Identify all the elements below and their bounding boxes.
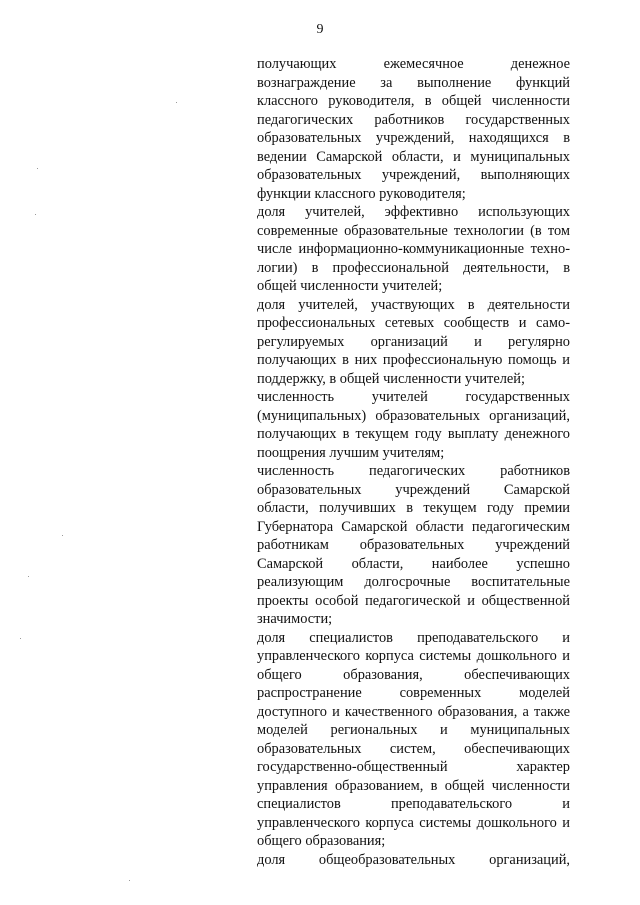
text-line: логии) в профессиональной деятельности, в: [257, 259, 570, 276]
text-line: доля учителей, эффективно использующих: [257, 204, 570, 220]
text-line: профессиональных сетевых сообществ и само-: [257, 315, 570, 331]
page-number: 9: [316, 22, 324, 37]
text-line: численность педагогических работников: [257, 463, 570, 479]
text-line: педагогических работников государственных: [257, 111, 570, 128]
text-line: общего образования;: [257, 833, 386, 849]
text-line: реализующим долгосрочные воспитательные: [257, 574, 570, 590]
text-line: моделей региональных и муниципальных: [257, 722, 570, 738]
text-line: государственно-общественный характер: [257, 759, 570, 775]
text-line: общей численности учителей;: [257, 278, 443, 294]
scan-speck: [35, 214, 36, 215]
text-line: ведении Самарской области, и муниципальных: [257, 148, 570, 165]
text-line: числе информационно-коммуникационные техно-: [257, 241, 570, 257]
text-line: образовательных систем, обеспечивающих: [257, 740, 570, 757]
text-line: вознаграждение за выполнение функций: [257, 74, 570, 91]
scan-speck: [176, 102, 177, 103]
text-line: управленческого корпуса системы дошкольного и: [257, 648, 570, 664]
text-line: регулируемых организаций и регулярно: [257, 333, 570, 350]
text-line: поддержку, в общей численности учителей;: [257, 370, 525, 387]
text-line: образовательных учреждений, находящихся в: [257, 130, 570, 146]
text-line: поощрения лучшим учителям;: [257, 444, 445, 461]
text-line: доля общеобразовательных организаций,: [257, 851, 570, 868]
text-line: управления образованием, в общей численности: [257, 777, 570, 794]
text-line: получающих ежемесячное денежное: [257, 56, 570, 72]
scan-speck: [37, 168, 38, 169]
text-line: управленческого корпуса системы дошкольного и: [257, 814, 570, 831]
text-line: распространение современных моделей: [257, 685, 570, 701]
text-line: специалистов преподавательского и: [257, 796, 570, 812]
text-line: проекты особой педагогической и общественной: [257, 592, 570, 609]
text-line: Губернатора Самарской области педагогическим: [257, 518, 570, 535]
text-line: получающих в них профессиональную помощь и: [257, 352, 570, 368]
text-line: области, получивших в текущем году премии: [257, 500, 570, 516]
text-line: численность учителей государственных: [257, 389, 570, 405]
text-line: работникам образовательных учреждений: [257, 537, 570, 553]
scan-speck: [129, 880, 130, 881]
text-line: доля специалистов преподавательского и: [257, 629, 570, 646]
text-line: значимости;: [257, 611, 333, 627]
text-line: доступного и качественного образования, а также: [257, 703, 570, 720]
text-line: классного руководителя, в общей численности: [257, 93, 570, 109]
text-line: Самарской области, наиболее успешно: [257, 555, 570, 572]
text-line: функции классного руководителя;: [257, 185, 466, 202]
scan-speck: [62, 535, 63, 536]
text-line: получающих в текущем году выплату денежного: [257, 426, 570, 442]
text-line: образовательных учреждений Самарской: [257, 481, 570, 498]
text-line: (муниципальных) образовательных организаций,: [257, 407, 570, 424]
text-line: общего образования, обеспечивающих: [257, 666, 570, 683]
text-line: доля учителей, участвующих в деятельности: [257, 296, 570, 313]
scan-speck: [20, 638, 21, 639]
text-line: образовательных учреждений, выполняющих: [257, 167, 570, 183]
body-text: [257, 55, 570, 869]
scan-speck: [28, 576, 29, 577]
text-line: современные образовательные технологии (в том: [257, 222, 570, 239]
